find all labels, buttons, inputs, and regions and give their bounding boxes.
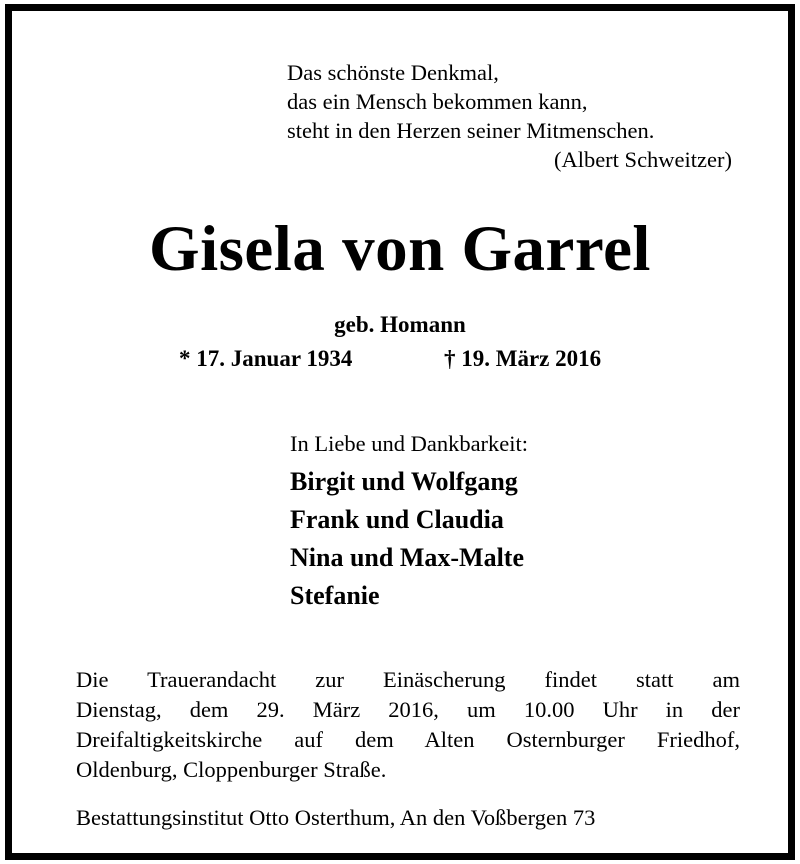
quote-line: Das schönste Denkmal, [287,60,499,85]
funeral-home: Bestattungsinstitut Otto Osterthum, An den Voßbergen 73 [76,805,596,830]
quote-author: (Albert Schweitzer) [553,147,732,172]
birth-date: * 17. Januar 1934 [179,346,353,371]
service-line: Dreifaltigkeitskirche auf dem Alten Osternburger Friedhof, [76,727,740,752]
birth-name: geb. Homann [334,312,466,337]
mourner-name: Birgit und Wolfgang [290,467,518,496]
quote-line: das ein Mensch bekommen kann, [287,89,588,114]
obituary-notice [5,4,795,860]
service-line: Dienstag, dem 29. März 2016, um 10.00 Uhr in der [76,697,740,722]
mourner-name: Stefanie [290,581,380,610]
service-line: Oldenburg, Cloppenburger Straße. [76,757,387,782]
mourners-intro: In Liebe und Dankbarkeit: [290,431,529,456]
quote-line: steht in den Herzen seiner Mitmenschen. [287,118,655,143]
mourners-section [290,429,528,615]
mourner-name: Nina und Max-Malte [290,543,524,572]
deceased-name: Gisela von Garrel [149,213,651,285]
mourner-name: Frank und Claudia [290,505,504,534]
mourners-list [290,463,528,615]
service-announcement [76,665,740,785]
service-line: Die Trauerandacht zur Einäscherung findet statt am [76,667,740,692]
epigraph-quote [287,58,732,174]
death-date: † 19. März 2016 [444,346,602,371]
